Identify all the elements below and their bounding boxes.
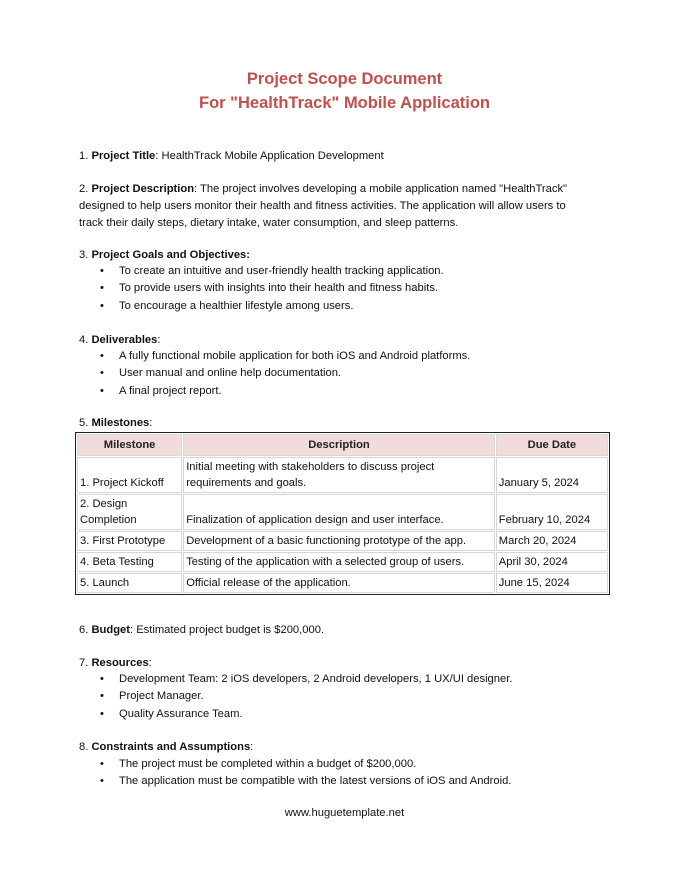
document-title: Project Scope Document [246, 70, 443, 88]
section-milestones-heading: 5. Milestones: [79, 417, 153, 429]
section-constraints-heading: 8. Constraints and Assumptions: [79, 741, 254, 753]
date-cell: April 30, 2024 [496, 552, 608, 572]
section-deliverables-heading: 4. Deliverables: [79, 334, 161, 346]
section-goals-heading: 3. Project Goals and Objectives: [79, 249, 250, 261]
list-item: • The application must be compatible with the latest versions of iOS and Android. [79, 773, 511, 790]
description-cell: Finalization of application design and user interface. [183, 494, 495, 530]
milestone-cell: 2. Design Completion [77, 494, 182, 530]
list-item: • Development Team: 2 iOS developers, 2 Android developers, 1 UX/UI designer. [79, 671, 512, 688]
table-row [77, 531, 608, 551]
milestone-cell: 5. Launch [77, 573, 182, 593]
section-project-description: 2. Project Description: The project involves developing a mobile application named "HealthTrack" designed to help users monitor their health and fitness activities. The application will allow users to track their daily steps, dietary intake, water consumption, and sleep patterns. [79, 183, 568, 229]
table-row [77, 573, 608, 593]
list-item: • User manual and online help documentation. [79, 365, 470, 382]
section-project-title: 1. Project Title: HealthTrack Mobile Application Development [79, 150, 384, 162]
section-budget: 6. Budget: Estimated project budget is $200,000. [79, 624, 325, 636]
milestone-cell: 1. Project Kickoff [77, 457, 182, 493]
list-item: • To create an intuitive and user-friendly health tracking application. [79, 263, 444, 280]
date-cell: February 10, 2024 [496, 494, 608, 530]
milestone-cell: 4. Beta Testing [77, 552, 182, 572]
list-item: • The project must be completed within a budget of $200,000. [79, 756, 511, 773]
description-cell: Development of a basic functioning prototype of the app. [183, 531, 495, 551]
date-cell: January 5, 2024 [496, 457, 608, 493]
header-milestone: Milestone [77, 434, 182, 456]
list-item: • To provide users with insights into their health and fitness habits. [79, 280, 444, 297]
list-item: • To encourage a healthier lifestyle among users. [79, 298, 444, 315]
description-cell: Initial meeting with stakeholders to discuss project requirements and goals. [183, 457, 495, 493]
list-item: • A final project report. [79, 383, 470, 400]
table-header-row [77, 434, 608, 456]
milestones-table [75, 432, 610, 595]
date-cell: March 20, 2024 [496, 531, 608, 551]
table-row [77, 457, 608, 493]
description-cell: Testing of the application with a selected group of users. [183, 552, 495, 572]
list-item: • Project Manager. [79, 688, 512, 705]
resources-list [79, 671, 512, 723]
header-due-date: Due Date [496, 434, 608, 456]
description-cell: Official release of the application. [183, 573, 495, 593]
deliverables-list [79, 348, 470, 400]
date-cell: June 15, 2024 [496, 573, 608, 593]
constraints-list [79, 756, 511, 791]
section-resources-heading: 7. Resources: [79, 657, 152, 669]
list-item: • Quality Assurance Team. [79, 706, 512, 723]
footer-website: www.huguetemplate.net [284, 807, 405, 819]
goals-list [79, 263, 444, 315]
header-description: Description [183, 434, 495, 456]
document-subtitle: For "HealthTrack" Mobile Application [199, 94, 490, 112]
list-item: • A fully functional mobile application for both iOS and Android platforms. [79, 348, 470, 365]
table-row [77, 552, 608, 572]
milestone-cell: 3. First Prototype [77, 531, 182, 551]
table-row [77, 494, 608, 530]
